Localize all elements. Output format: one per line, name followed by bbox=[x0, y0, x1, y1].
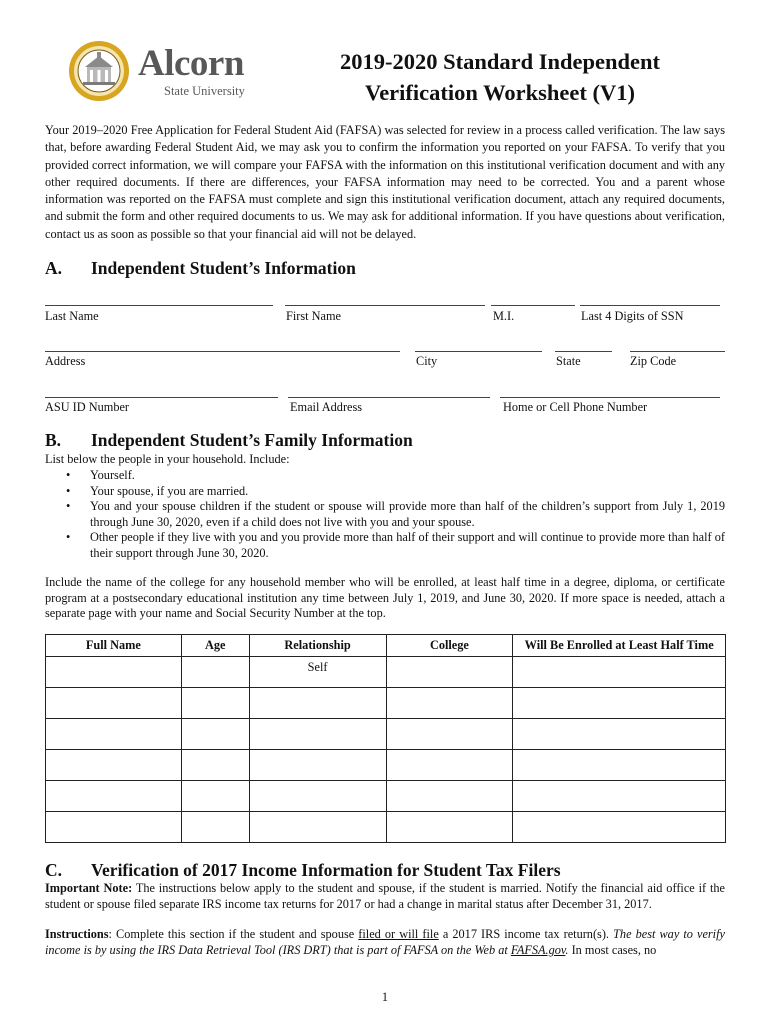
section-c-title: Verification of 2017 Income Information for Student Tax Filers bbox=[91, 860, 561, 880]
table-row bbox=[46, 750, 726, 781]
intro-paragraph: Your 2019–2020 Free Application for Federal Student Aid (FAFSA) was selected for review in a process called verification. The law says that, before awarding Federal Student Aid, we may ask you to confirm the information you reported on your FAFSA. To verify that you provided correct information, we will compare your FAFSA with the information on this institutional verification document and with any other required documents. If there are differences, your FAFSA information may need to be corrected. You and a parent whose information was reported on the FAFSA must complete and sign this institutional verification document, attach any required documents, and submit the form and other required documents to us. We may ask for additional information. If you have questions about verification, contact us as soon as possible so that your financial aid will not be delayed. bbox=[45, 123, 725, 241]
ssn-input-line[interactable] bbox=[580, 305, 720, 306]
instructions-italic-2: . bbox=[565, 943, 569, 957]
section-b-letter: B. bbox=[45, 430, 62, 450]
instructions-paragraph bbox=[45, 926, 725, 958]
zip-label: Zip Code bbox=[630, 354, 677, 368]
asu-id-input-line[interactable] bbox=[45, 397, 278, 398]
instructions-italic-1: The best way to verify income is by using the IRS Data Retrieval Tool (IRS DRT) that is part of FAFSA on the Web at bbox=[45, 927, 725, 957]
full-name-cell[interactable] bbox=[46, 688, 182, 719]
email-label: Email Address bbox=[290, 400, 363, 414]
title-line-2: Verification Worksheet (V1) bbox=[365, 80, 635, 105]
mi-input-line[interactable] bbox=[491, 305, 575, 306]
column-header-full-name: Full Name bbox=[46, 635, 182, 657]
state-label: State bbox=[556, 354, 581, 368]
table-header-row bbox=[46, 635, 726, 657]
phone-input-line[interactable] bbox=[500, 397, 720, 398]
section-b-title: Independent Student’s Family Information bbox=[91, 430, 413, 450]
city-label: City bbox=[416, 354, 438, 368]
city-input-line[interactable] bbox=[415, 351, 542, 352]
address-label: Address bbox=[45, 354, 86, 368]
relationship-value: Self bbox=[307, 660, 328, 674]
table-row bbox=[46, 812, 726, 843]
column-header-age: Age bbox=[181, 635, 249, 657]
address-input-line[interactable] bbox=[45, 351, 400, 352]
first-name-label: First Name bbox=[286, 309, 341, 323]
enrolled-cell[interactable] bbox=[513, 719, 726, 750]
table-row bbox=[46, 719, 726, 750]
mi-label: M.I. bbox=[493, 309, 515, 323]
phone-label: Home or Cell Phone Number bbox=[503, 400, 648, 414]
college-cell[interactable] bbox=[386, 812, 513, 843]
email-input-line[interactable] bbox=[288, 397, 490, 398]
title-line-1: 2019-2020 Standard Independent bbox=[339, 49, 661, 74]
list-item: • You and your spouse children if the student or spouse will provide more than half of the children’s support from July 1, 2019 through June 30, 2020, even if a child does not live with you and your spouse. bbox=[60, 499, 725, 530]
zip-input-line[interactable] bbox=[630, 351, 725, 352]
college-note-paragraph: Include the name of the college for any household member who will be enrolled, at least half time in a degree, diploma, or certificate program at a postsecondary educational institution any time between July 1, 2019, and June 30, 2020. If more space is needed, attach a separate page with your name and Social Security Number at the top. bbox=[45, 575, 725, 621]
age-cell[interactable] bbox=[181, 688, 249, 719]
instructions-text-3: In most cases, no bbox=[568, 943, 657, 957]
college-cell[interactable] bbox=[386, 719, 513, 750]
last-name-label: Last Name bbox=[45, 309, 99, 323]
relationship-cell[interactable] bbox=[249, 812, 386, 843]
age-cell[interactable] bbox=[181, 750, 249, 781]
enrolled-cell[interactable] bbox=[513, 750, 726, 781]
last-name-input-line[interactable] bbox=[45, 305, 273, 306]
household-list-intro: List below the people in your household. Include: bbox=[45, 452, 290, 466]
full-name-cell[interactable] bbox=[46, 812, 182, 843]
table-row bbox=[46, 688, 726, 719]
full-name-cell[interactable] bbox=[46, 657, 182, 688]
age-cell[interactable] bbox=[181, 812, 249, 843]
instructions-text-1: : Complete this section if the student and spouse bbox=[108, 927, 359, 941]
fafsa-gov-link[interactable]: FAFSA.gov bbox=[510, 943, 566, 957]
column-header-college: College bbox=[386, 635, 513, 657]
logo-subtitle: State University bbox=[164, 84, 245, 98]
college-cell[interactable] bbox=[386, 750, 513, 781]
page-number: 1 bbox=[381, 990, 389, 1004]
asu-id-label: ASU ID Number bbox=[45, 400, 130, 414]
college-cell[interactable] bbox=[386, 781, 513, 812]
state-input-line[interactable] bbox=[555, 351, 612, 352]
relationship-cell[interactable] bbox=[249, 750, 386, 781]
table-row bbox=[46, 657, 726, 688]
list-item: • Yourself. bbox=[60, 468, 725, 484]
instructions-underlined: filed or will file bbox=[358, 927, 439, 941]
enrolled-cell[interactable] bbox=[513, 812, 726, 843]
household-table bbox=[45, 634, 726, 843]
list-item: • Your spouse, if you are married. bbox=[60, 484, 725, 500]
section-b-heading bbox=[45, 430, 413, 451]
age-cell[interactable] bbox=[181, 719, 249, 750]
college-cell[interactable] bbox=[386, 657, 513, 688]
important-note-text: The instructions below apply to the student and spouse, if the student is married. Notify the financial aid office if the student or spouse filed separate IRS income tax returns for 2017 or had a change in marital status after December 31, 2017. bbox=[45, 881, 725, 911]
instructions-text-2: a 2017 IRS income tax return(s). bbox=[438, 927, 614, 941]
age-cell[interactable] bbox=[181, 781, 249, 812]
important-note-label: Important Note: bbox=[45, 881, 133, 895]
full-name-cell[interactable] bbox=[46, 719, 182, 750]
document-title bbox=[290, 46, 710, 108]
logo-wordmark: Alcorn bbox=[138, 43, 244, 84]
relationship-cell[interactable] bbox=[249, 688, 386, 719]
ssn-label: Last 4 Digits of SSN bbox=[581, 309, 684, 323]
table-row bbox=[46, 781, 726, 812]
instructions-label: Instructions bbox=[45, 927, 109, 941]
section-c-heading bbox=[45, 860, 561, 881]
section-a-title: Independent Student’s Information bbox=[91, 258, 356, 278]
age-cell[interactable] bbox=[181, 657, 249, 688]
household-bullet-list bbox=[60, 468, 725, 562]
column-header-relationship: Relationship bbox=[249, 635, 386, 657]
section-c-letter: C. bbox=[45, 860, 63, 880]
full-name-cell[interactable] bbox=[46, 781, 182, 812]
college-cell[interactable] bbox=[386, 688, 513, 719]
relationship-cell[interactable] bbox=[249, 719, 386, 750]
alcorn-logo bbox=[68, 40, 268, 106]
full-name-cell[interactable] bbox=[46, 750, 182, 781]
relationship-cell[interactable] bbox=[249, 781, 386, 812]
list-item: • Other people if they live with you and you provide more than half of their support and will continue to provide more than half of their support through June 30, 2020. bbox=[60, 530, 725, 561]
enrolled-cell[interactable] bbox=[513, 688, 726, 719]
important-note-paragraph bbox=[45, 880, 725, 912]
first-name-input-line[interactable] bbox=[285, 305, 485, 306]
enrolled-cell[interactable] bbox=[513, 657, 726, 688]
section-a-heading bbox=[45, 258, 356, 279]
relationship-cell[interactable] bbox=[249, 657, 386, 688]
university-seal-icon bbox=[68, 40, 130, 102]
column-header-enrolled-half-time: Will Be Enrolled at Least Half Time bbox=[513, 635, 726, 657]
enrolled-cell[interactable] bbox=[513, 781, 726, 812]
section-a-letter: A. bbox=[45, 258, 63, 278]
